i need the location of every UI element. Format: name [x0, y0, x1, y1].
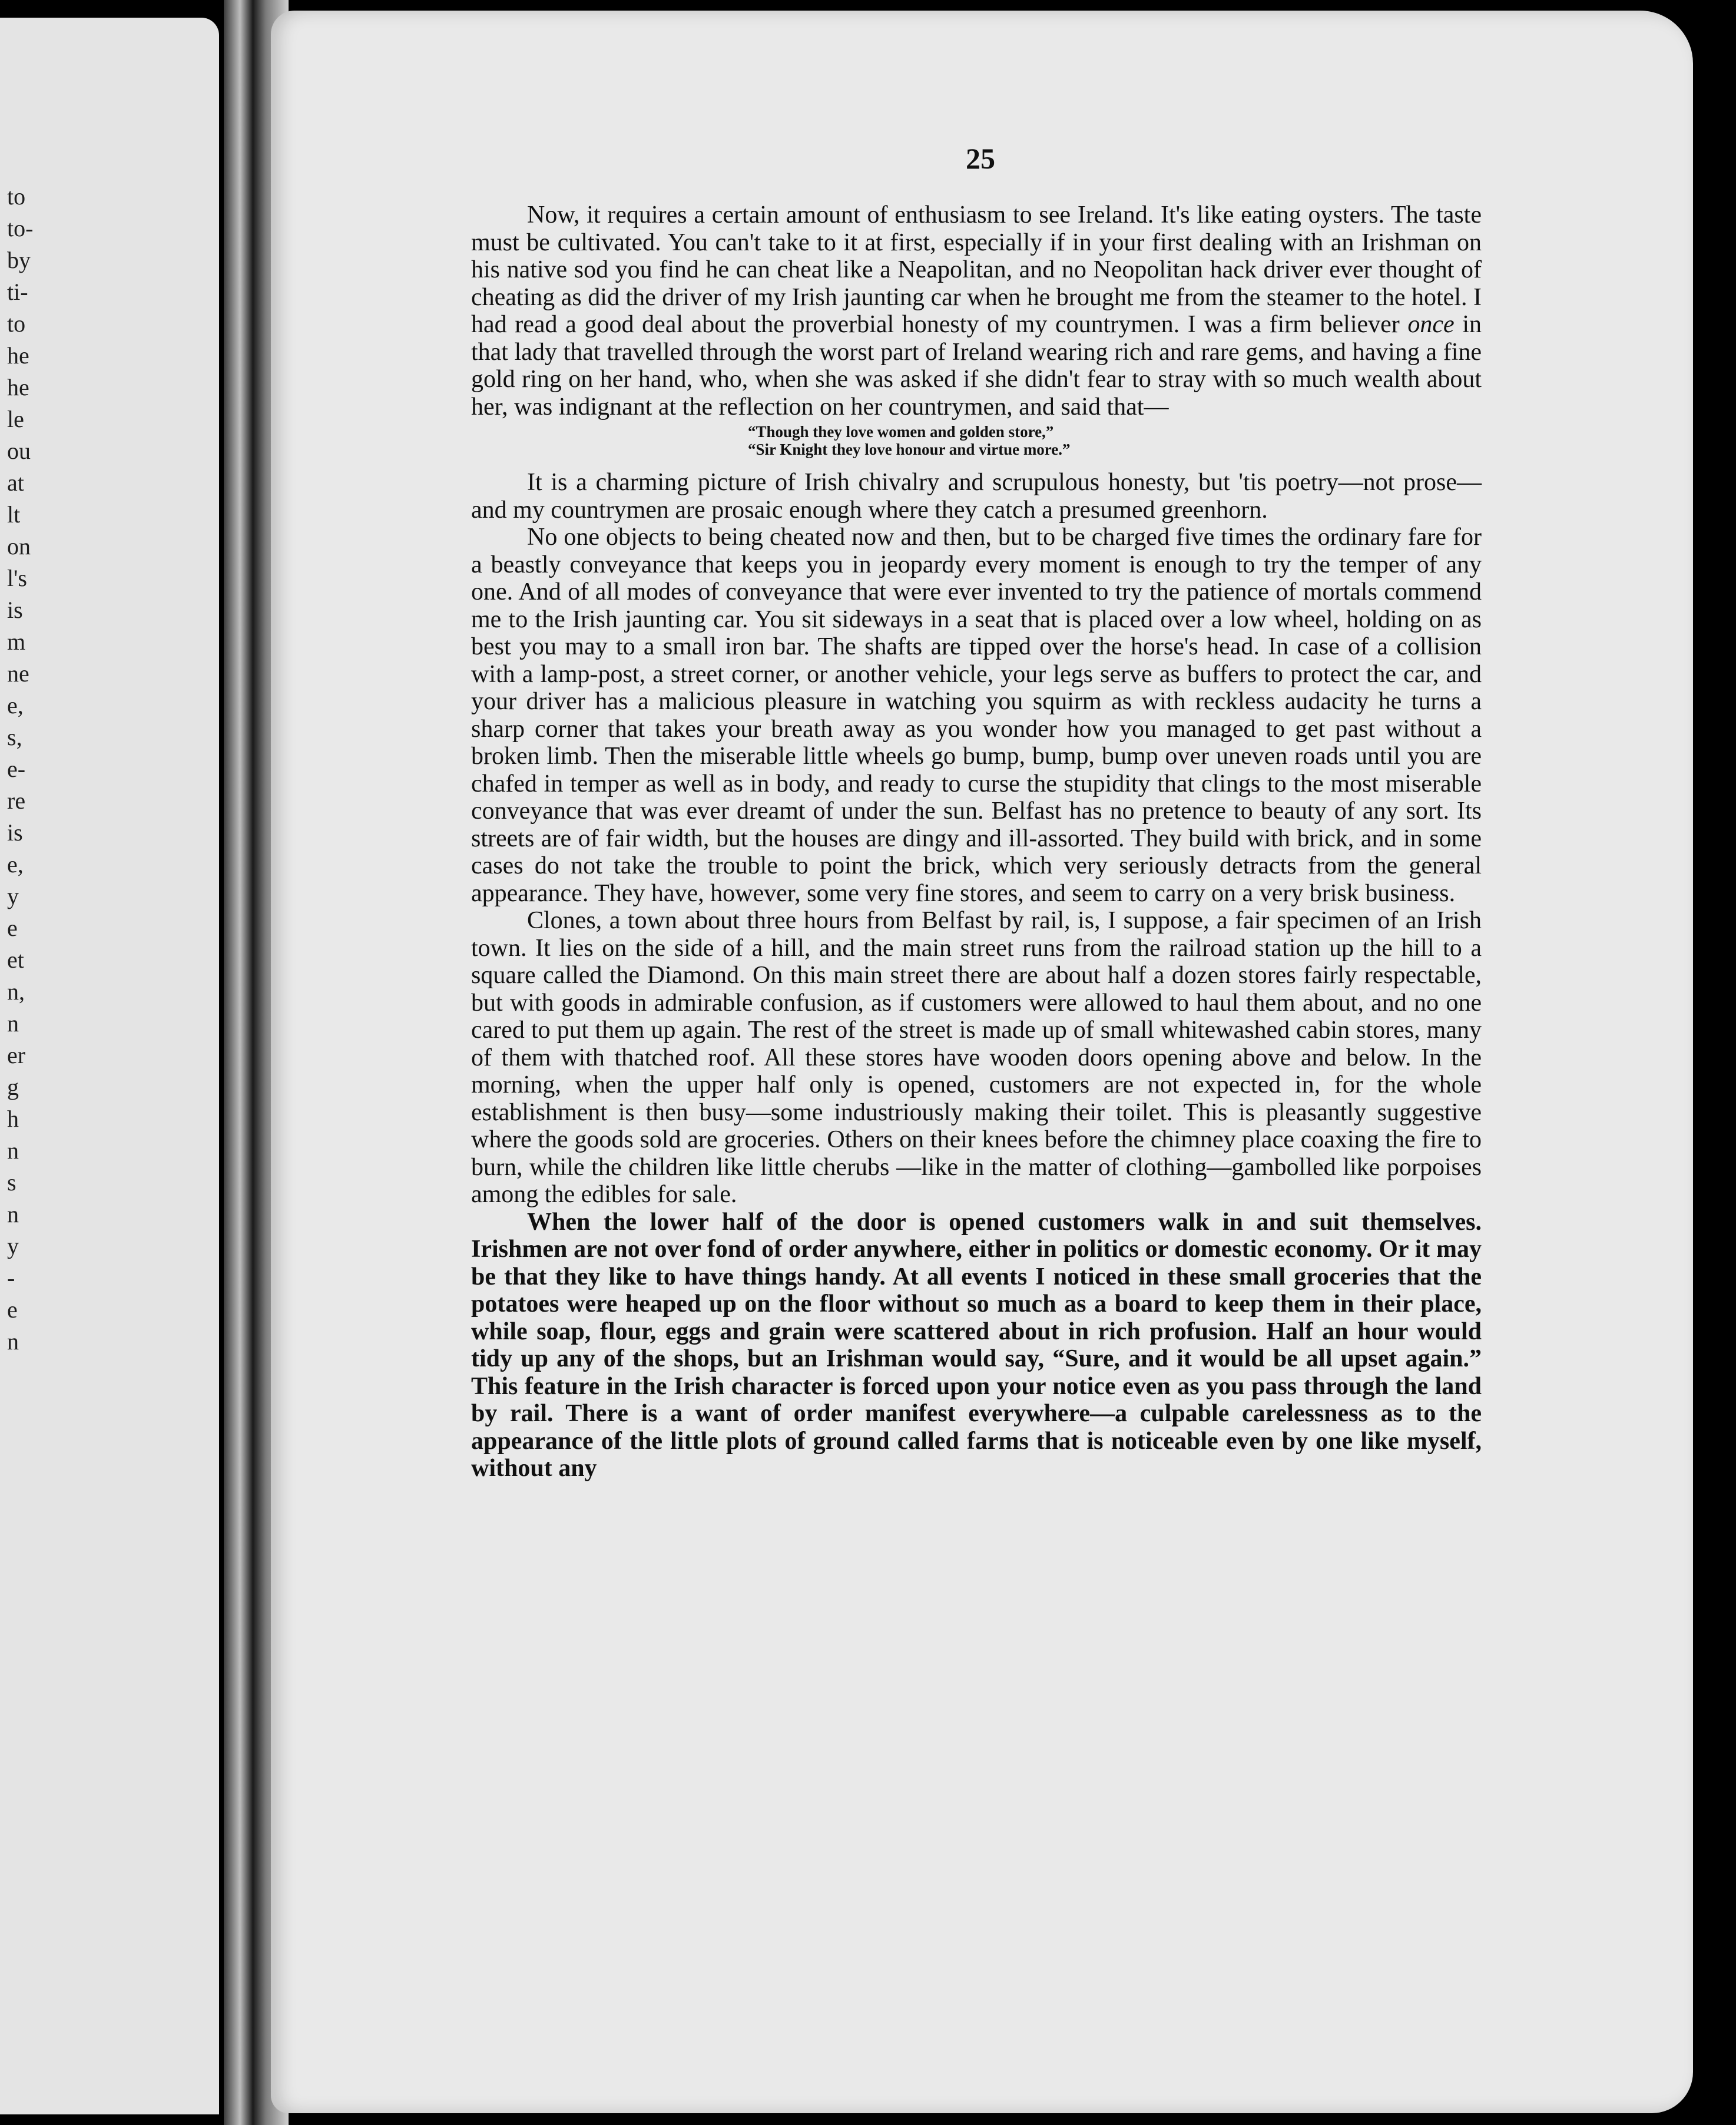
paragraph-1: [471, 201, 1482, 421]
previous-page-fragment: on: [7, 533, 31, 560]
previous-page-fragment: e: [7, 915, 18, 941]
previous-page-fragment: n,: [7, 978, 25, 1005]
previous-page-edge: [0, 18, 219, 2114]
previous-page-fragment: h: [7, 1105, 19, 1132]
previous-page-fragment: y: [7, 883, 19, 909]
previous-page-fragment: n: [7, 1201, 19, 1227]
previous-page-fragment: at: [7, 469, 24, 496]
previous-page-fragment: n: [7, 1328, 19, 1355]
previous-page-fragment: he: [7, 374, 29, 400]
previous-page-fragment: e,: [7, 692, 24, 719]
previous-page-text-fragments: [0, 18, 71, 2114]
previous-page-fragment: m: [7, 628, 26, 655]
previous-page-fragment: et: [7, 946, 24, 973]
previous-page-fragment: ne: [7, 660, 29, 687]
previous-page-fragment: le: [7, 406, 24, 432]
previous-page-fragment: ou: [7, 438, 31, 464]
page-number: 25: [966, 142, 995, 175]
previous-page-fragment: is: [7, 597, 23, 623]
previous-page-fragment: n: [7, 1137, 19, 1164]
previous-page-fragment: ti-: [7, 279, 28, 305]
previous-page-fragment: s: [7, 1169, 16, 1196]
previous-page-fragment: y: [7, 1233, 19, 1259]
previous-page-fragment: s,: [7, 724, 22, 750]
previous-page-fragment: lt: [7, 501, 21, 528]
previous-page-fragment: by: [7, 247, 31, 273]
paragraph-4: Clones, a town about three hours from Belfast by rail, is, I suppose, a fair specimen of an Irish town. It lies on the side of a hill, and the main street runs from the railroad station up the hill to a square called the Diamond. On this main street there are about half a dozen stores fairly respectable, but with goods in admirable confusion, as if customers were allowed to haul them about, and no one cared to put them up again. The rest of the street is made up of small whitewashed cabin stores, many of them with thatched roof. All these stores have wooden doors opening above and below. In the morning, when the upper half only is opened, customers are not expected in, for the whole establishment is then busy—some industriously making their toilet. This is pleasantly suggestive where the goods sold are groceries. Others on their knees before the chimney place coaxing the fire to burn, while the children like little cherubs —like in the matter of clothing—gambolled like porpoises among the edibles for sale.: [471, 907, 1482, 1208]
verse-line-1: “Though they love women and golden store,”: [748, 423, 1054, 441]
page-body: [471, 201, 1482, 1482]
previous-page-fragment: re: [7, 787, 26, 814]
paragraph-2: It is a charming picture of Irish chivalry and scrupulous honesty, but 'tis poetry—not prose—and my countrymen are prosaic enough where they catch a presumed greenhorn.: [471, 469, 1482, 524]
previous-page-fragment: er: [7, 1042, 26, 1068]
previous-page-fragment: g: [7, 1074, 19, 1100]
previous-page-fragment: to-: [7, 215, 34, 241]
previous-page-fragment: to: [7, 183, 26, 210]
paragraph-1-text-a: Now, it requires a certain amount of enthusiasm to see Ireland. It's like eating oysters. The taste must be cultivated. You can't take to it at first, especially if in your first dealing with an Irishman on his native sod you find he can cheat like a Neapolitan, and no Neopolitan hack driver ever thought of cheating as did the driver of my Irish jaunting car when he brought me from the steamer to the hotel. I had read a good deal about the proverbial honesty of my countrymen. I was a firm believer: [471, 201, 1482, 338]
paragraph-1-text-b: in that lady that travelled through the worst part of Ireland wearing rich and rare gems, and having a fine gold ring on her hand, who, when she was asked if she didn't fear to stray with so much wealth about her, was indignant at the reflection on her countrymen, and said that—: [471, 311, 1482, 421]
previous-page-fragment: -: [7, 1265, 15, 1291]
previous-page-fragment: n: [7, 1010, 19, 1037]
paragraph-3: No one objects to being cheated now and then, but to be charged five times the ordinary fare for a beastly conveyance that keeps you in jeopardy every moment is enough to try the temper of any one. And of all modes of conveyance that were ever invented to try the patience of mortals commend me to the Irish jaunting car. You sit sideways in a seat that is placed over a low wheel, holding on as best you may to a small iron bar. The shafts are tipped over the horse's head. In case of a collision with a lamp-post, a street corner, or another vehicle, your legs serve as buffers to protect the car, and your driver has a malicious pleasure in watching you squirm as with reckless audacity he turns a sharp corner that takes your breath away as you wonder how you managed to get past without a broken limb. Then the miserable little wheels go bump, bump, bump over uneven roads until you are chafed in temper as well as in body, and ready to curse the stupidity that clings to the most miserable conveyance that was ever dreamt of under the sun. Belfast has no pretence to beauty of any sort. Its streets are of fair width, but the houses are dingy and ill-assorted. They build with brick, and in some cases do not take the trouble to point the brick, which very seriously detracts from the general appearance. They have, however, some very fine stores, and seem to carry on a very brisk business.: [471, 524, 1482, 907]
previous-page-fragment: he: [7, 342, 29, 369]
previous-page-fragment: e,: [7, 851, 24, 878]
previous-page-fragment: e: [7, 1296, 18, 1323]
previous-page-fragment: l's: [7, 565, 27, 591]
verse-line-2: “Sir Knight they love honour and virtue more.”: [748, 441, 1071, 458]
previous-page-fragment: to: [7, 310, 26, 337]
previous-page-fragment: e-: [7, 756, 26, 782]
quoted-verse: [471, 421, 1482, 469]
paragraph-5: When the lower half of the door is opened customers walk in and suit themselves. Irishmen are not over fond of order anywhere, either in politics or domestic economy. Or it may be that they like to have things handy. At all events I noticed in these small groceries that the potatoes were heaped up on the floor without so much as a board to keep them in their place, while soap, flour, eggs and grain were scattered about in rich profusion. Half an hour would tidy up any of the shops, but an Irishman would say, “Sure, and it would be all upset again.” This feature in the Irish character is forced upon your notice even as you pass through the land by rail. There is a want of order manifest everywhere—a culpable carelessness as to the appearance of the little plots of ground called farms that is noticeable even by one like myself, without any: [471, 1208, 1482, 1482]
previous-page-fragment: is: [7, 819, 23, 846]
emphasis-once: once: [1407, 311, 1455, 338]
